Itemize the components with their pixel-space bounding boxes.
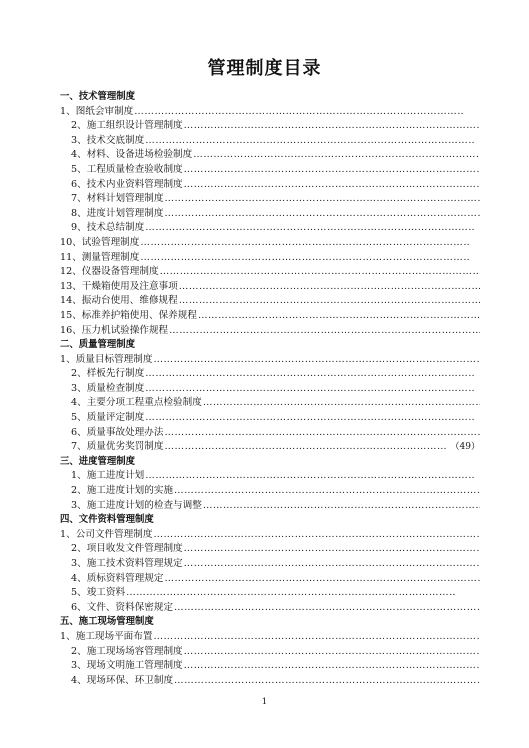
toc-entry [60,572,480,587]
dot-leader [184,542,480,557]
toc-entry-label: 1、公司文件管理制度 [60,528,153,540]
toc-entry [60,528,480,543]
toc-entry-label: 7、材料计划管理制度 [71,193,164,205]
toc-section-heading [60,90,480,105]
toc-entry [60,426,480,441]
dot-leader [174,601,480,616]
toc-entry-label: 6、技术内业资料管理制度 [71,178,183,190]
dot-leader [179,294,480,309]
toc-entry [60,601,480,616]
section-label: 三、进度管理制度 [60,455,136,467]
toc-entry [60,221,480,236]
toc-entry-label: 8、进度计划管理制度 [71,207,164,219]
toc-entry [60,469,480,484]
toc-entry-label: 1、图纸会审制度 [60,105,134,117]
toc-section-heading [60,615,480,630]
toc-entry-label: 1、质量目标管理制度 [60,353,153,365]
toc-entry [60,396,480,411]
dot-leader [145,382,475,397]
dot-leader [169,324,480,339]
toc-entry-label: 2、施工组织设计管理制度 [71,120,183,132]
dot-leader [164,572,480,587]
toc-entry-label: 4、主要分项工程重点检验制度 [71,397,202,409]
dot-leader [164,440,446,455]
toc-entry [60,411,480,426]
dot-leader [164,192,480,207]
dot-leader [145,134,475,149]
dot-leader [153,353,480,368]
toc-entry [60,148,480,163]
toc-entry [60,236,480,251]
toc-entry [60,134,480,149]
toc-entry [60,280,480,295]
dot-leader [203,396,480,411]
toc-entry-label: 3、施工技术资料管理规定 [71,558,183,569]
toc-section-heading [60,513,480,528]
toc-entry [60,294,480,309]
toc-entry-label: 3、技术交底制度 [71,134,145,146]
dot-leader [164,426,480,441]
dot-leader [145,367,475,382]
toc-entry-label: 12、仪器设备管理制度 [60,266,159,278]
toc-entry-label: 1、施工进度计划 [71,470,145,482]
toc-entry-label: 2、施工现场场容管理制度 [71,645,183,657]
dot-leader [174,674,480,689]
toc-entry [60,645,480,660]
toc-entry-label: 4、材料、设备进场检验制度 [71,149,193,161]
toc-entry [60,192,480,207]
toc-entry-label: 9、技术总结制度 [71,222,145,234]
dot-leader [198,309,480,324]
toc-entry [60,309,480,324]
dot-leader [145,469,475,484]
dot-leader [145,221,475,236]
dot-leader [193,148,480,163]
toc-entry-label: 5、工程质量检查验收制度 [71,163,183,175]
dot-leader [184,163,480,178]
toc-entry [60,324,480,339]
dot-leader [145,411,475,426]
toc-entry [60,207,480,222]
toc-entry-label: 6、质量事故处理办法 [71,426,164,438]
section-label: 四、文件资料管理制度 [60,514,154,526]
toc-entry [60,440,480,455]
toc-entry [60,586,480,601]
toc-entry [60,353,480,368]
dot-leader [174,484,480,499]
toc-entry [60,674,480,689]
toc-entry-label: 1、施工现场平面布置 [60,630,153,642]
toc-entry [60,163,480,178]
section-label: 五、施工现场管理制度 [60,616,154,628]
dot-leader [140,236,470,251]
dot-leader [184,659,480,674]
dot-leader [184,178,480,193]
toc-entry-label: 4、现场环保、环卫制度 [71,674,174,686]
toc-section-heading [60,455,480,470]
section-label: 二、质量管理制度 [60,339,136,351]
toc-entry [60,265,480,280]
toc-entry-label: 2、项目收发文件管理制度 [71,543,183,555]
toc-entry-label: 3、施工进度计划的检查与调整 [71,499,202,511]
toc-entry [60,119,480,134]
toc-entry-label: 13、干燥箱使用及注意事项 [60,280,178,292]
toc-entry-label: 3、现场文明施工管理制度 [71,660,183,672]
toc-entry-label: 14、振动台使用、维修规程 [60,295,178,307]
toc-entry-label: 5、质量评定制度 [71,412,145,424]
toc-entry [60,542,480,557]
page-number: 1 [261,697,268,707]
toc-entry [60,367,480,382]
toc-entry-label: 7、质量优劣奖罚制度 [71,441,164,453]
dot-leader [153,630,480,645]
toc-entry [60,382,480,397]
dot-leader [184,645,480,660]
dot-leader [184,557,480,572]
toc-entry [60,178,480,193]
dot-leader [153,528,480,543]
toc-entry [60,105,480,120]
dot-leader [126,586,456,601]
toc-entry-label: 5、竣工资料 [71,587,126,599]
toc-entry-label: 16、压力机试验操作规程 [60,324,169,336]
toc-section-heading [60,338,480,353]
dot-leader [134,105,464,120]
dot-leader [179,280,480,295]
toc-entry [60,659,480,674]
dot-leader [140,251,470,266]
toc-entry [60,499,480,514]
toc-entry-label: 2、施工进度计划的实施 [71,485,174,497]
toc-entry [60,557,480,572]
toc-entry-label: 4、质标资料管理规定 [71,572,164,584]
page-title: 管理制度目录 [207,58,322,79]
toc-entry-label: 3、质量检查制度 [71,382,145,394]
toc-entry-label: 6、文件、资料保密规定 [71,601,174,613]
toc-entry-label: 15、标准养护箱使用、保养规程 [60,309,197,321]
toc-entry [60,484,480,499]
dot-leader [203,499,480,514]
toc-entry [60,251,480,266]
toc-entry-label: 10、试验管理制度 [60,236,140,248]
toc-entry-label: 11、测量管理制度 [60,251,140,263]
dot-leader [164,207,480,222]
table-of-contents [60,90,480,688]
toc-entry-label: 2、样板先行制度 [71,368,145,380]
dot-leader [184,119,480,134]
section-label: 一、技术管理制度 [60,91,136,102]
toc-page-ref: （49） [450,442,480,453]
dot-leader [160,265,480,280]
toc-entry [60,630,480,645]
